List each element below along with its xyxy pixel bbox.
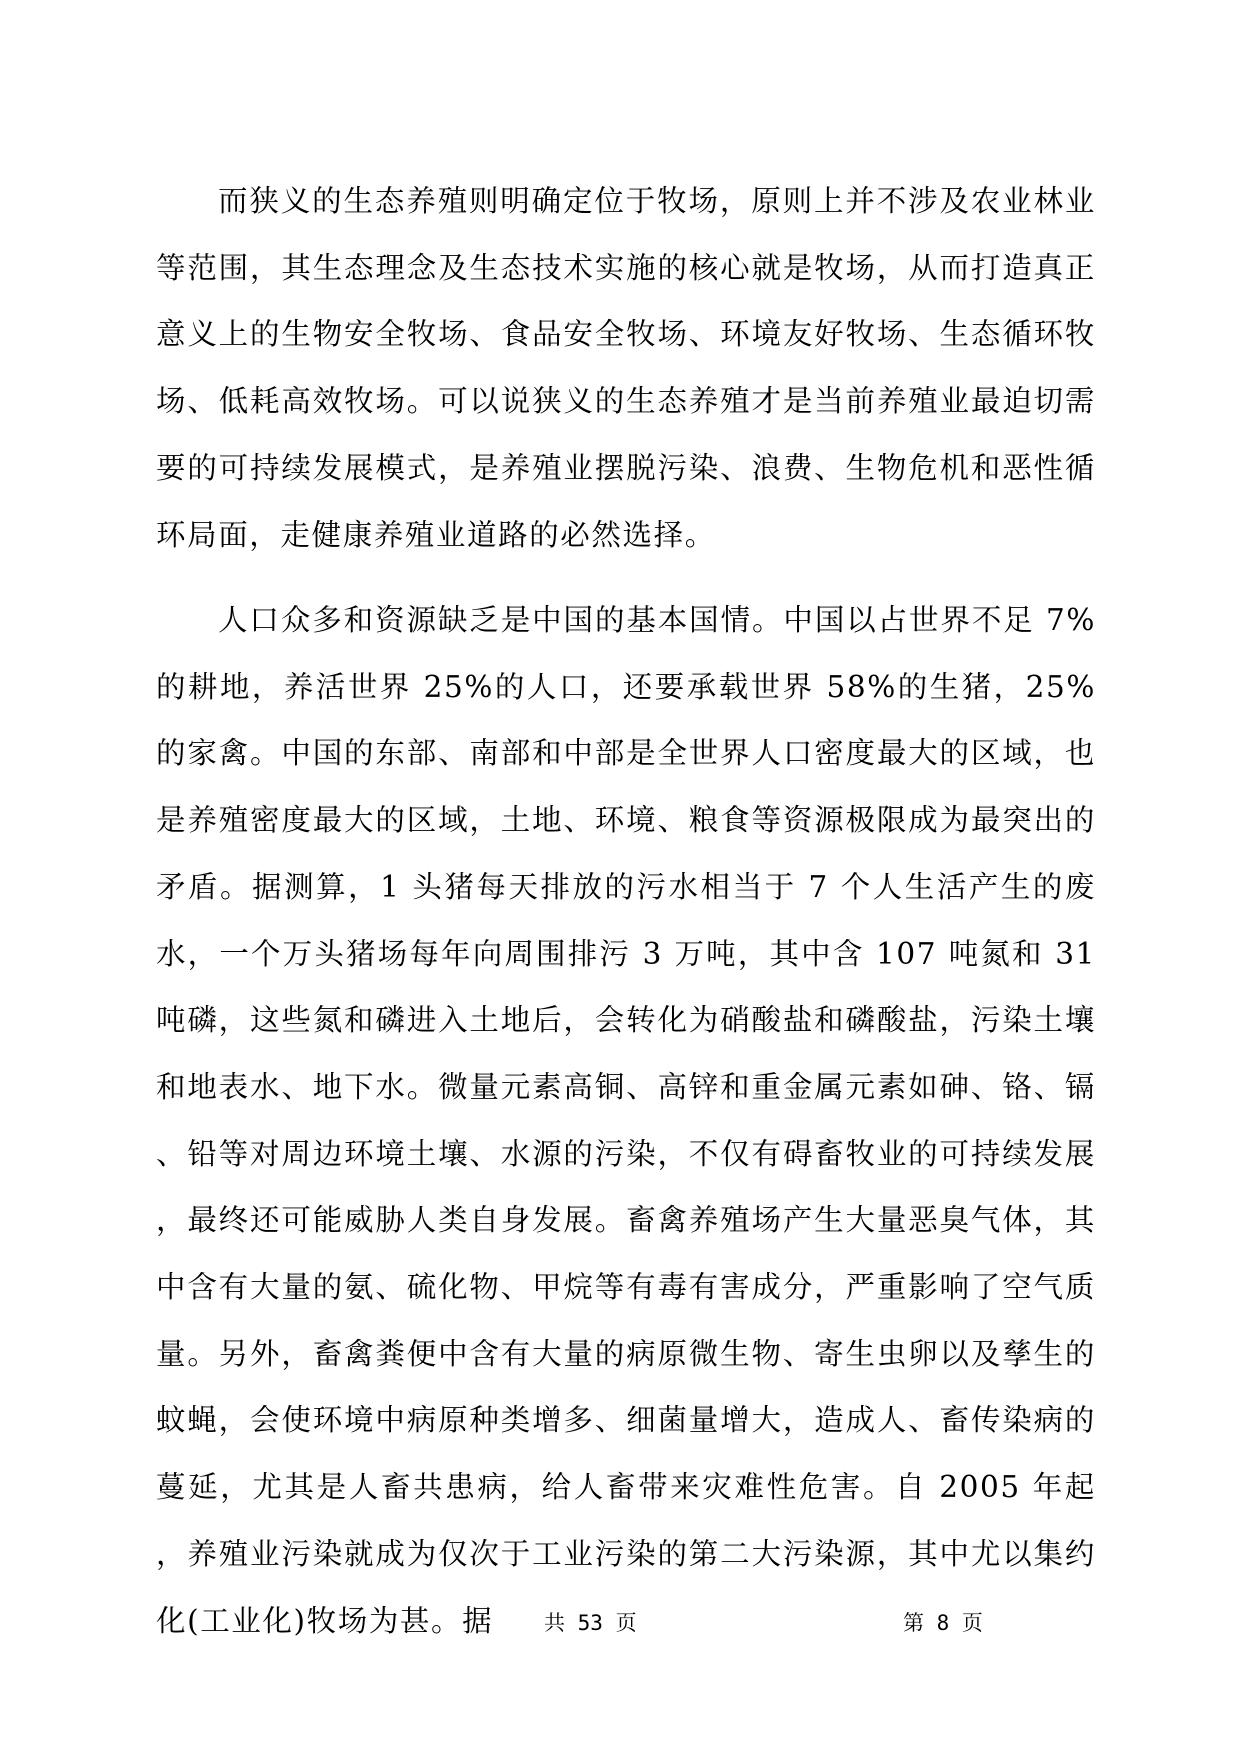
paragraph-population-resources: 人口众多和资源缺乏是中国的基本国情。中国以占世界不足 7%的耕地，养活世界 25%的人口，还要承载世界 58%的生猪，25%的家禽。中国的东部、南部和中部是全世界人口密度最大的区域，也是养殖密度最大的区域，土地、环境、粮食等资源极限成为最突出的矛盾。据测算，1 头猪每天排放的污水相当于 7 个人生活产生的废水，一个万头猪场每年向周围排污 3 万吨，其中含 107 吨氮和 31 吨磷，这些氮和磷进入土地后，会转化为硝酸盐和磷酸盐，污染土壤和地表水、地下水。微量元素高铜、高锌和重金属元素如砷、铬、镉、铅等对周边环境土壤、水源的污染，不仅有碍畜牧业的可持续发展，最终还可能威胁人类自身发展。畜禽养殖场产生大量恶臭气体，其中含有大量的氨、硫化物、甲烷等有毒有害成分，严重影响了空气质量。另外，畜禽粪便中含有大量的病原微生物、寄生虫卵以及孳生的蚊蝇，会使环境中病原种类增多、细菌量增大，造成人、畜传染病的蔓延，尤其是人畜共患病，给人畜带来灾难性危害。自 2005 年起，养殖业污染就成为仅次于工业污染的第二大污染源，其中尤以集约化(工业化)牧场为甚。据 bbox=[156, 603, 1096, 1638]
paragraph-narrow-ecological-farming: 而狭义的生态养殖则明确定位于牧场，原则上并不涉及农业林业等范围，其生态理念及生态技术实施的核心就是牧场，从而打造真正意义上的生物安全牧场、食品安全牧场、环境友好牧场、生态循环牧场、低耗高效牧场。可以说狭义的生态养殖才是当前养殖业最迫切需要的可持续发展模式，是养殖业摆脱污染、浪费、生物危机和恶性循环局面，走健康养殖业道路的必然选择。 bbox=[156, 184, 1096, 552]
footer-page-number: 第 8 页 bbox=[903, 1611, 983, 1635]
footer-total-pages: 共 53 页 bbox=[544, 1611, 637, 1635]
